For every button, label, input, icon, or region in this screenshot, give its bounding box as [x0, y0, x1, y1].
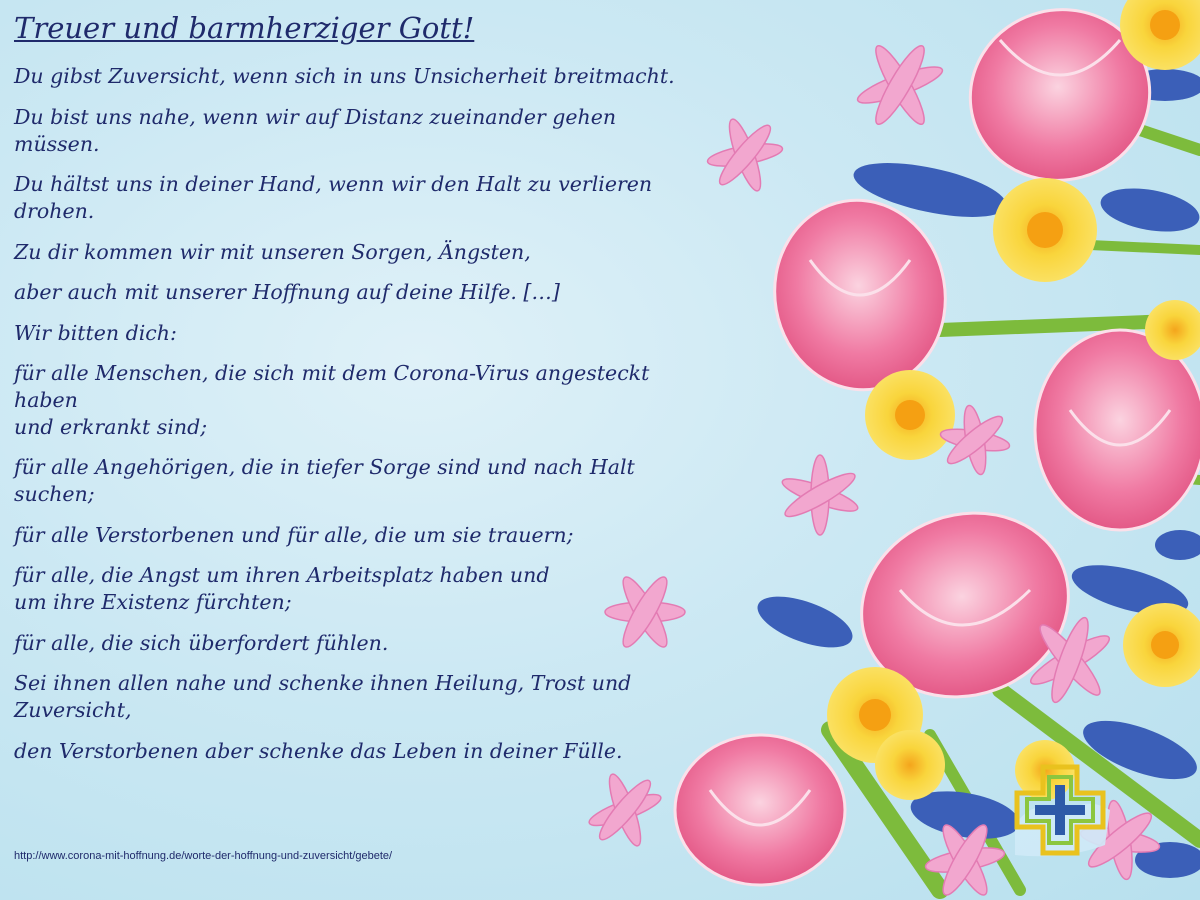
- prayer-line: und erkrankt sind;: [14, 414, 208, 439]
- prayer-blessing: [14, 670, 704, 723]
- prayer-intercession: [14, 562, 704, 615]
- prayer-line: für alle Angehörigen, die in tiefer Sorge sind und nach Halt suchen;: [14, 455, 635, 507]
- prayer-line: Du gibst Zuversicht, wenn sich in uns Unsicherheit breitmacht.: [14, 64, 675, 89]
- prayer-line: für alle, die Angst um ihren Arbeitsplatz haben und: [14, 563, 550, 588]
- prayer-title: Treuer und barmherziger Gott!: [14, 11, 475, 45]
- prayer-line: Zu dir kommen wir mit unseren Sorgen, Ängsten,: [14, 239, 531, 264]
- prayer-line: für alle, die sich überfordert fühlen.: [14, 630, 389, 655]
- prayer-text: [14, 12, 704, 778]
- prayer-line: Zuversicht,: [14, 697, 132, 722]
- prayer-line: Sei ihnen allen nahe und schenke ihnen Heilung, Trost und: [14, 671, 632, 696]
- prayer-line: den Verstorbenen aber schenke das Leben in deiner Fülle.: [14, 738, 623, 763]
- cross-logo-icon: [1005, 755, 1115, 865]
- prayer-line: für alle Verstorbenen und für alle, die um sie trauern;: [14, 522, 574, 547]
- prayer-line: um ihre Existenz fürchten;: [14, 589, 292, 614]
- prayer-intercession: [14, 360, 704, 440]
- source-url: http://www.corona-mit-hoffnung.de/worte-der-hoffnung-und-zuversicht/gebete/: [14, 850, 393, 862]
- prayer-line: für alle Menschen, die sich mit dem Corona-Virus angesteckt haben: [14, 361, 650, 413]
- prayer-line: aber auch mit unserer Hoffnung auf deine Hilfe. […]: [14, 280, 560, 305]
- prayer-line: Wir bitten dich:: [14, 320, 177, 345]
- prayer-line: Du bist uns nahe, wenn wir auf Distanz zueinander gehen müssen.: [14, 104, 617, 156]
- prayer-line: Du hältst uns in deiner Hand, wenn wir den Halt zu verlieren drohen.: [14, 172, 653, 223]
